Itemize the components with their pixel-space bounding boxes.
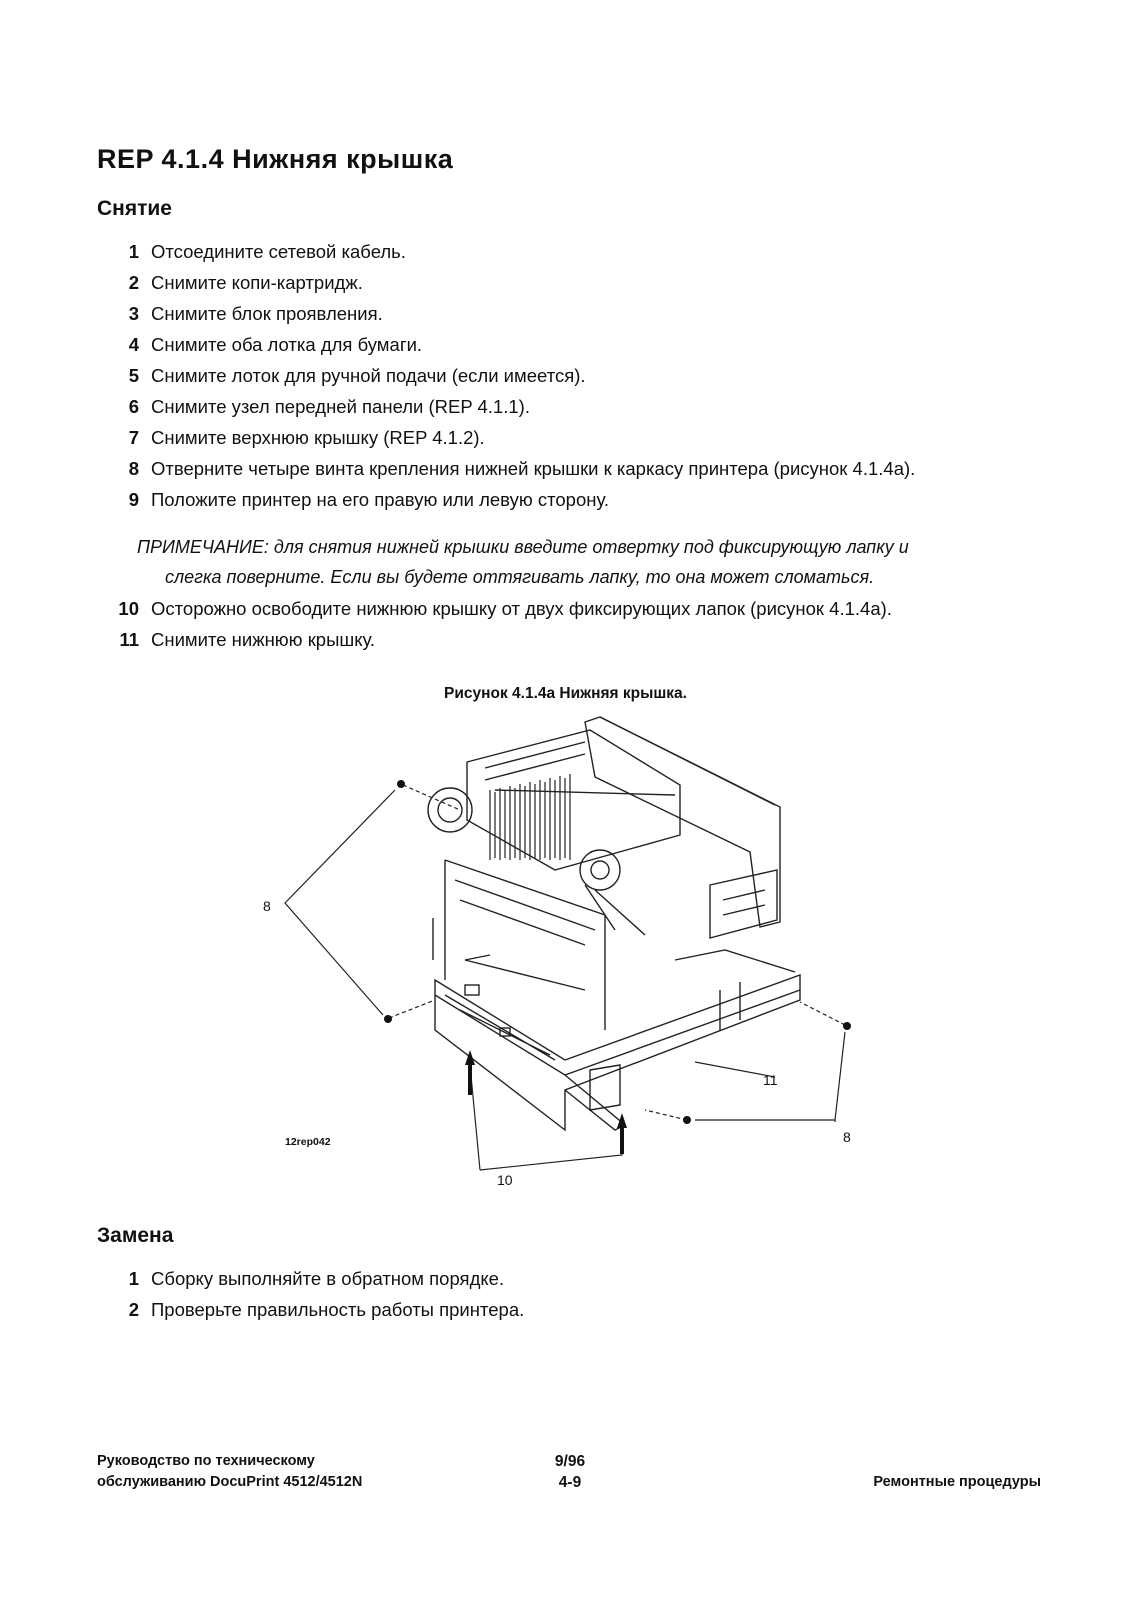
step-text: Сборку выполняйте в обратном порядке. <box>151 1268 505 1289</box>
page-title: REP 4.1.4 Нижняя крышка <box>97 144 454 174</box>
printer-frame-illustration <box>428 717 800 1130</box>
removal-step <box>97 298 1077 329</box>
step-number: 10 <box>118 598 139 619</box>
step-number: 3 <box>128 303 139 324</box>
replacement-step <box>97 1263 1077 1294</box>
step-text: Отверните четыре винта крепления нижней крышки к каркасу принтера (рисунок 4.1.4a). <box>151 458 916 479</box>
callout-screws-right: 8 <box>843 1129 851 1145</box>
removal-step <box>97 484 1077 515</box>
footer-left-line-1: Руководство по техническому <box>97 1453 315 1469</box>
callout-locking-tabs: 10 <box>497 1172 513 1188</box>
step-text: Снимите оба лотка для бумаги. <box>151 334 423 355</box>
step-number: 7 <box>128 427 139 448</box>
replacement-steps-list <box>97 1263 1077 1325</box>
step-text: Снимите нижнюю крышку. <box>151 629 376 650</box>
step-text: Положите принтер на его правую или левую сторону. <box>151 489 610 510</box>
figure-caption: Рисунок 4.1.4a Нижняя крышка. <box>444 685 687 702</box>
step-text: Проверьте правильность работы принтера. <box>151 1299 525 1320</box>
removal-step <box>97 593 1077 624</box>
removal-step <box>97 329 1077 360</box>
removal-step <box>97 422 1077 453</box>
removal-step <box>97 391 1077 422</box>
step-text: Снимите верхнюю крышку (REP 4.1.2). <box>151 427 485 448</box>
footer-section-name: Ремонтные процедуры <box>873 1474 1041 1490</box>
removal-step <box>97 267 1077 298</box>
step-number: 1 <box>128 1268 139 1289</box>
step-text: Снимите узел передней панели (REP 4.1.1). <box>151 396 530 417</box>
removal-steps-list-continued <box>97 593 1077 655</box>
step-text: Снимите копи-картридж. <box>151 272 363 293</box>
replacement-step <box>97 1294 1077 1325</box>
note-line-2: слегка поверните. Если вы будете оттягивать лапку, то она может сломаться. <box>165 567 875 587</box>
removal-step <box>97 360 1077 391</box>
step-number: 2 <box>128 272 139 293</box>
footer-page-info <box>540 1451 600 1493</box>
note-line-1: ПРИМЕЧАНИЕ: для снятия нижней крышки введите отвертку под фиксирующую лапку и <box>137 537 909 557</box>
removal-steps-list <box>97 236 1077 515</box>
step-number: 11 <box>119 629 139 650</box>
step-number: 2 <box>128 1299 139 1320</box>
note <box>137 532 1077 592</box>
figure-id-label: 12rep042 <box>285 1136 331 1148</box>
bottom-cover-diagram <box>255 710 895 1215</box>
removal-step <box>97 624 1077 655</box>
footer-manual-title <box>97 1451 362 1493</box>
step-number: 8 <box>128 458 139 479</box>
step-number: 4 <box>128 334 139 355</box>
replacement-heading: Замена <box>97 1224 174 1247</box>
footer-page-number: 4-9 <box>558 1474 582 1491</box>
step-text: Осторожно освободите нижнюю крышку от двух фиксирующих лапок (рисунок 4.1.4a). <box>151 598 892 619</box>
step-text: Снимите блок проявления. <box>151 303 383 324</box>
step-number: 1 <box>128 241 139 262</box>
step-number: 9 <box>128 489 139 510</box>
arrow-icons <box>465 1050 627 1154</box>
callout-screws-left: 8 <box>263 898 271 914</box>
removal-step <box>97 453 1077 484</box>
step-text: Снимите лоток для ручной подачи (если имеется). <box>151 365 586 386</box>
footer-left-line-2: обслуживанию DocuPrint 4512/4512N <box>97 1474 363 1490</box>
removal-heading: Снятие <box>97 197 172 220</box>
step-text: Отсоедините сетевой кабель. <box>151 241 406 262</box>
step-number: 6 <box>128 396 139 417</box>
footer-date: 9/96 <box>554 1453 586 1470</box>
callout-bottom-cover: 11 <box>763 1072 778 1088</box>
step-number: 5 <box>128 365 139 386</box>
removal-step <box>97 236 1077 267</box>
